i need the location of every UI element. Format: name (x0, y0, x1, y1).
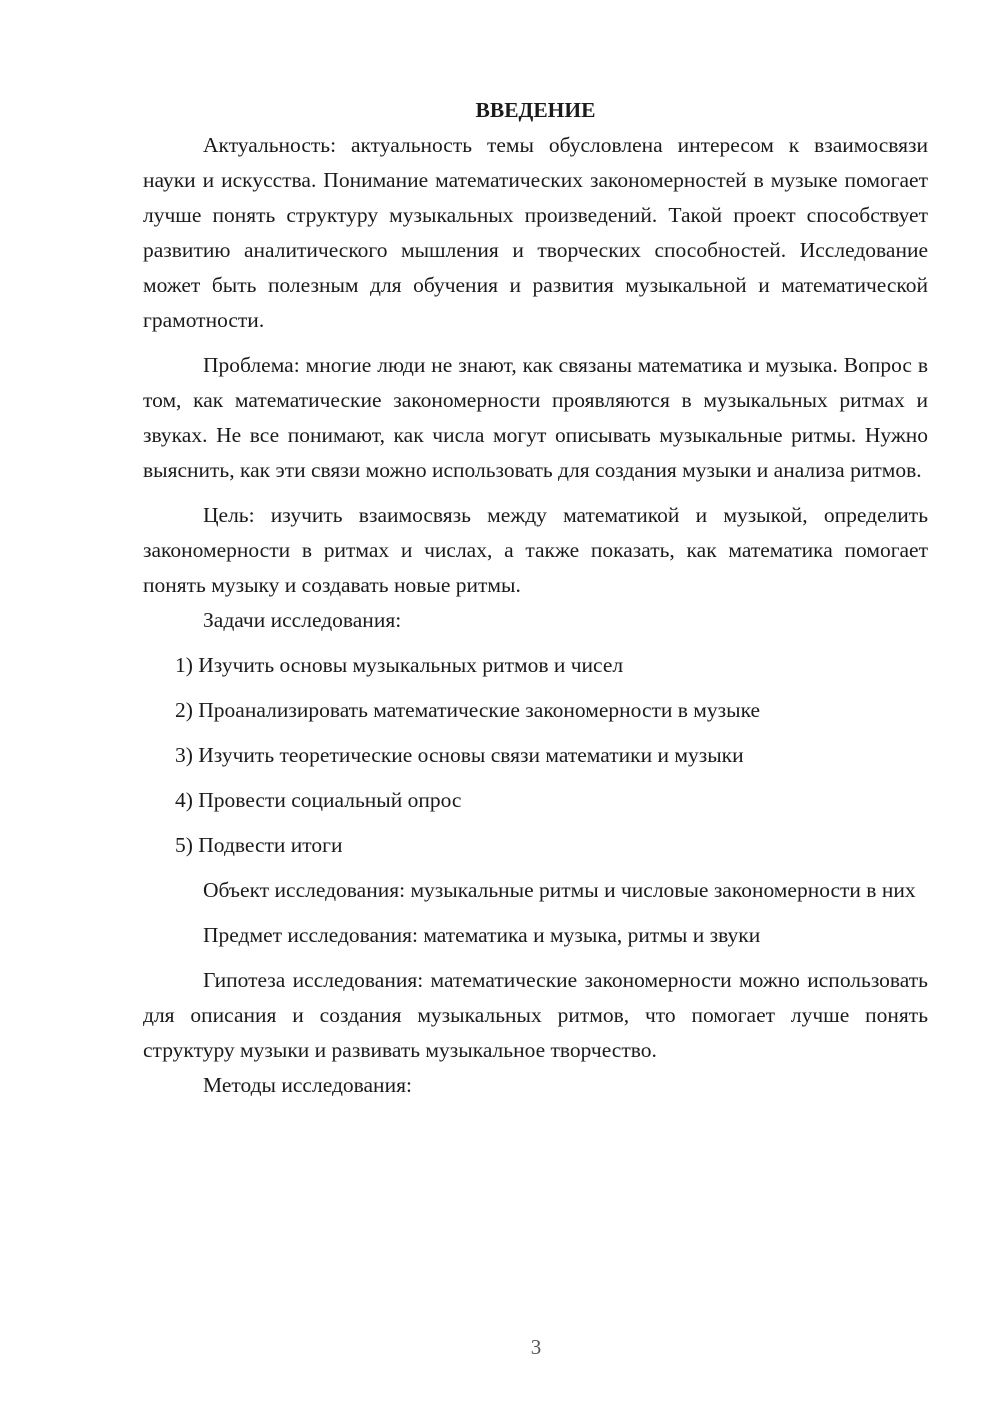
paragraph-relevance: Актуальность: актуальность темы обусловлена интересом к взаимосвязи науки и искусства. Понимание математических закономерностей в музыке помогает лучше понять структуру музыкальных произведений. Такой проект способствует развитию аналитического мышления и творческих способностей. Исследование может быть полезным для обучения и развития музыкальной и математической грамотности. (143, 133, 928, 332)
tasks-list (143, 648, 928, 863)
list-item: 2) Проанализировать математические закономерности в музыке (175, 698, 761, 722)
document-page (143, 93, 928, 1103)
list-item: 1) Изучить основы музыкальных ритмов и чисел (175, 653, 624, 677)
list-item: 3) Изучить теоретические основы связи математики и музыки (175, 743, 744, 767)
paragraph-problem: Проблема: многие люди не знают, как связаны математика и музыка. Вопрос в том, как математические закономерности проявляются в музыкальных ритмах и звуках. Не все понимают, как числа могут описывать музыкальные ритмы. Нужно выяснить, как эти связи можно использовать для создания музыки и анализа ритмов. (143, 353, 928, 482)
paragraph-goal: Цель: изучить взаимосвязь между математикой и музыкой, определить закономерности в ритмах и числах, а также показать, как математика помогает понять музыку и создавать новые ритмы. (143, 503, 928, 597)
page-title: ВВЕДЕНИЕ (475, 98, 596, 122)
page-number: 3 (530, 1335, 542, 1359)
list-item: 4) Провести социальный опрос (175, 788, 462, 812)
paragraph-hypothesis: Гипотеза исследования: математические закономерности можно использовать для описания и создания музыкальных ритмов, что помогает лучше понять структуру музыки и развивать музыкальное творчество. (143, 968, 928, 1062)
list-item: 5) Подвести итоги (175, 833, 343, 857)
methods-heading: Методы исследования: (203, 1073, 412, 1097)
tasks-heading: Задачи исследования: (203, 608, 402, 632)
paragraph-object: Объект исследования: музыкальные ритмы и числовые закономерности в них (203, 878, 916, 902)
paragraph-subject: Предмет исследования: математика и музыка, ритмы и звуки (203, 923, 761, 947)
